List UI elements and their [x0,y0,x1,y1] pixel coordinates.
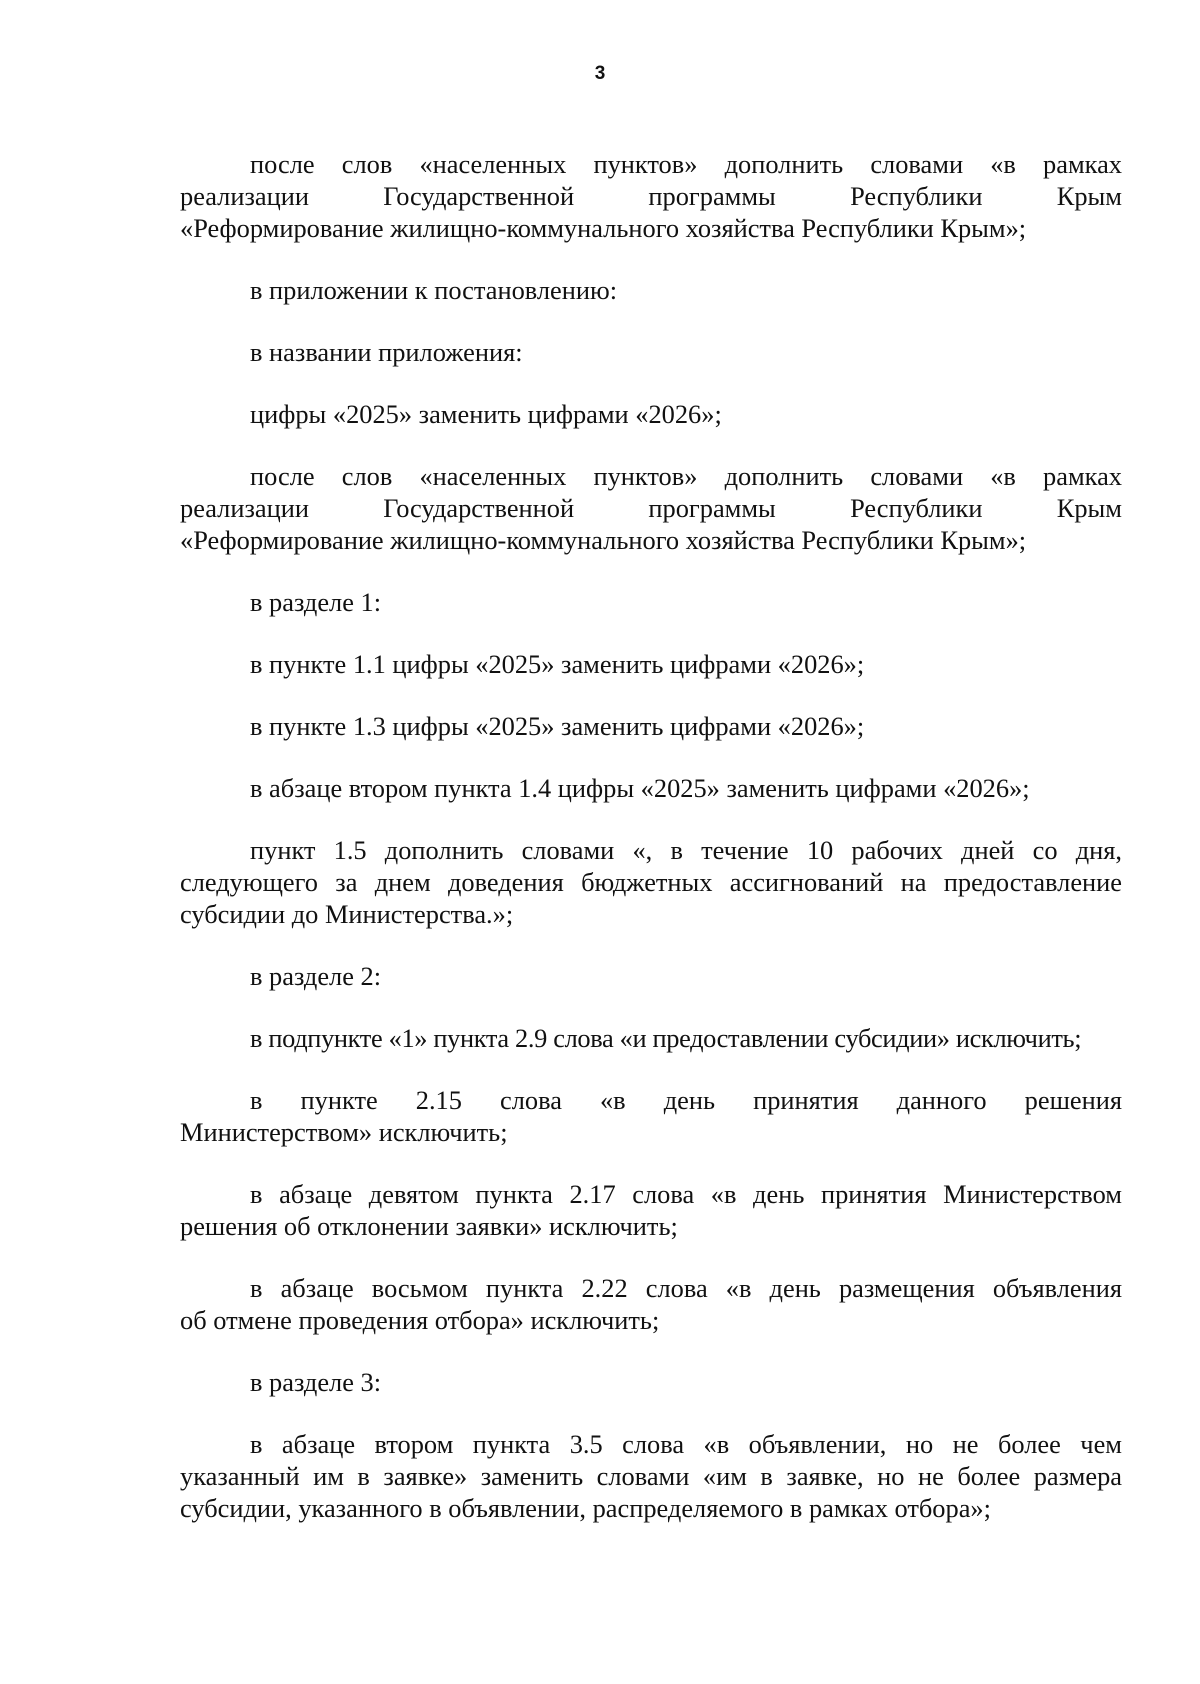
paragraph [180,648,1122,680]
text-line: в абзаце восьмом пункта 2.22 слова «в день размещения объявления [250,1273,1122,1303]
paragraph [180,460,1122,556]
paragraph [180,1022,1122,1054]
text-line: в разделе 2: [250,961,382,991]
paragraph [180,1366,1122,1398]
paragraph [180,710,1122,742]
text-line: субсидии, указанного в объявлении, распределяемого в рамках отбора»; [180,1493,991,1523]
text-line: в разделе 1: [250,587,382,617]
text-line: в приложении к постановлению: [250,275,618,305]
text-line: в абзаце втором пункта 1.4 цифры «2025» заменить цифрами «2026»; [250,773,1030,803]
text-line: в пункте 2.15 слова «в день принятия данного решения [250,1085,1122,1115]
text-line: в подпункте «1» пункта 2.9 слова «и предоставлении субсидии» исключить; [250,1023,1082,1053]
paragraph [180,960,1122,992]
text-line: после слов «населенных пунктов» дополнить словами «в рамках [250,461,1122,491]
text-line: в разделе 3: [250,1367,382,1397]
text-line: пункт 1.5 дополнить словами «, в течение 10 рабочих дней со дня, [250,835,1122,865]
paragraph [180,1084,1122,1148]
paragraph [180,336,1122,368]
text-line: реализации Государственной программы Республики Крым [180,181,1122,211]
text-line: следующего за днем доведения бюджетных ассигнований на предоставление [180,867,1122,897]
paragraph [180,398,1122,430]
text-line: в абзаце девятом пункта 2.17 слова «в день принятия Министерством [250,1179,1122,1209]
paragraph [180,586,1122,618]
text-line: реализации Государственной программы Республики Крым [180,493,1122,523]
document-body [180,148,1122,1554]
paragraph [180,834,1122,930]
paragraph [180,1272,1122,1336]
paragraph [180,274,1122,306]
text-line: в абзаце втором пункта 3.5 слова «в объявлении, но не более чем [250,1429,1122,1459]
text-line: решения об отклонении заявки» исключить; [180,1211,678,1241]
page-number: 3 [594,63,606,84]
text-line: в пункте 1.1 цифры «2025» заменить цифрами «2026»; [250,649,865,679]
paragraph [180,148,1122,244]
paragraph [180,1428,1122,1524]
text-line: указанный им в заявке» заменить словами «им в заявке, но не более размера [180,1461,1122,1491]
text-line: об отмене проведения отбора» исключить; [180,1305,660,1335]
text-line: субсидии до Министерства.»; [180,899,514,929]
text-line: «Реформирование жилищно-коммунального хозяйства Республики Крым»; [180,525,1027,555]
text-line: Министерством» исключить; [180,1117,508,1147]
text-line: в пункте 1.3 цифры «2025» заменить цифрами «2026»; [250,711,865,741]
paragraph [180,1178,1122,1242]
paragraph [180,772,1122,804]
text-line: после слов «населенных пунктов» дополнить словами «в рамках [250,149,1122,179]
text-line: «Реформирование жилищно-коммунального хозяйства Республики Крым»; [180,213,1027,243]
text-line: в названии приложения: [250,337,523,367]
text-line: цифры «2025» заменить цифрами «2026»; [250,399,722,429]
